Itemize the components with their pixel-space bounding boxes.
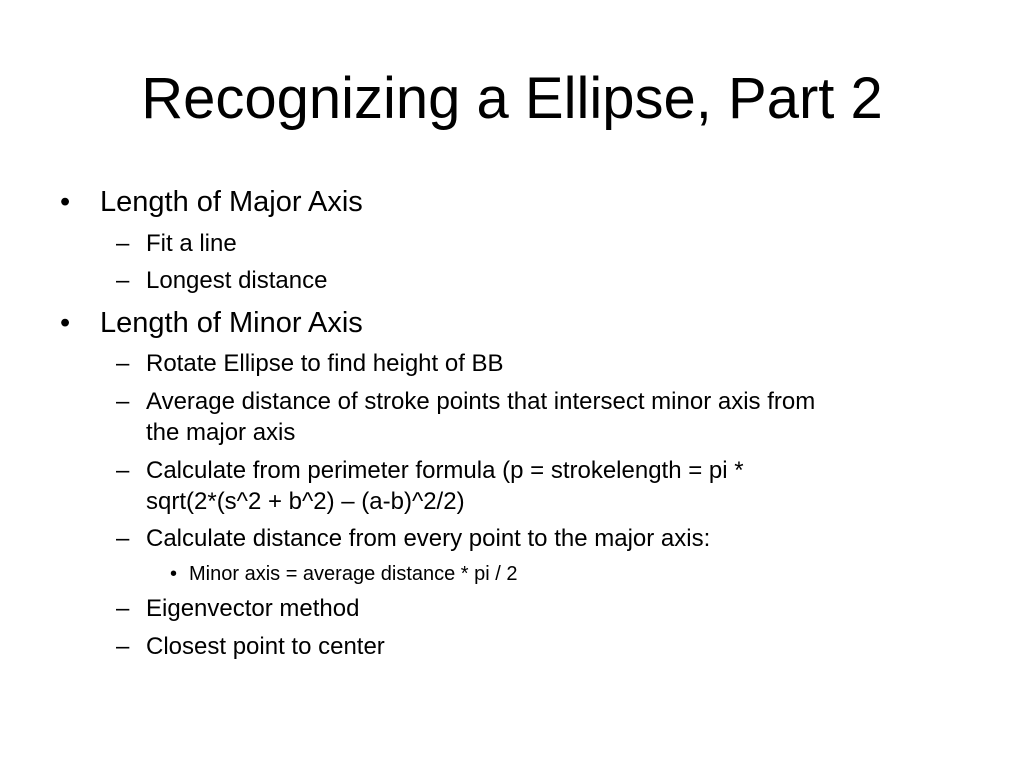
sub-bullet-text: Fit a line [146,230,237,257]
dash-marker: – [116,267,130,294]
sub-bullet-text: Calculate distance from every point to the major axis: [146,525,711,552]
dash-marker: – [116,457,130,484]
bullet-marker: • [60,307,71,339]
sub-bullet-text: Calculate from perimeter formula (p = strokelength = pi * [146,457,744,484]
dash-marker: – [116,350,130,377]
dash-marker: – [116,230,130,257]
slide-title: Recognizing a Ellipse, Part 2 [141,66,883,131]
dash-marker: – [116,525,130,552]
bullet-marker: • [60,186,71,218]
sub-bullet-text: Eigenvector method [146,595,360,622]
sub-bullet-text: the major axis [146,419,296,446]
sub-sub-bullet-text: Minor axis = average distance * pi / 2 [189,563,518,585]
sub-bullet-text: Average distance of stroke points that intersect minor axis from [146,388,816,415]
bullet-text: Length of Major Axis [100,186,363,218]
dash-marker: – [116,388,130,415]
sub-bullet-text: Rotate Ellipse to find height of BB [146,350,504,377]
dash-marker: – [116,633,130,660]
sub-bullet-text: sqrt(2*(s^2 + b^2) – (a-b)^2/2) [146,488,465,515]
sub-bullet-text: Closest point to center [146,633,385,660]
sub-bullet-text: Longest distance [146,267,328,294]
dash-marker: – [116,595,130,622]
bullet-text: Length of Minor Axis [100,307,363,339]
bullet-marker: • [170,563,178,585]
